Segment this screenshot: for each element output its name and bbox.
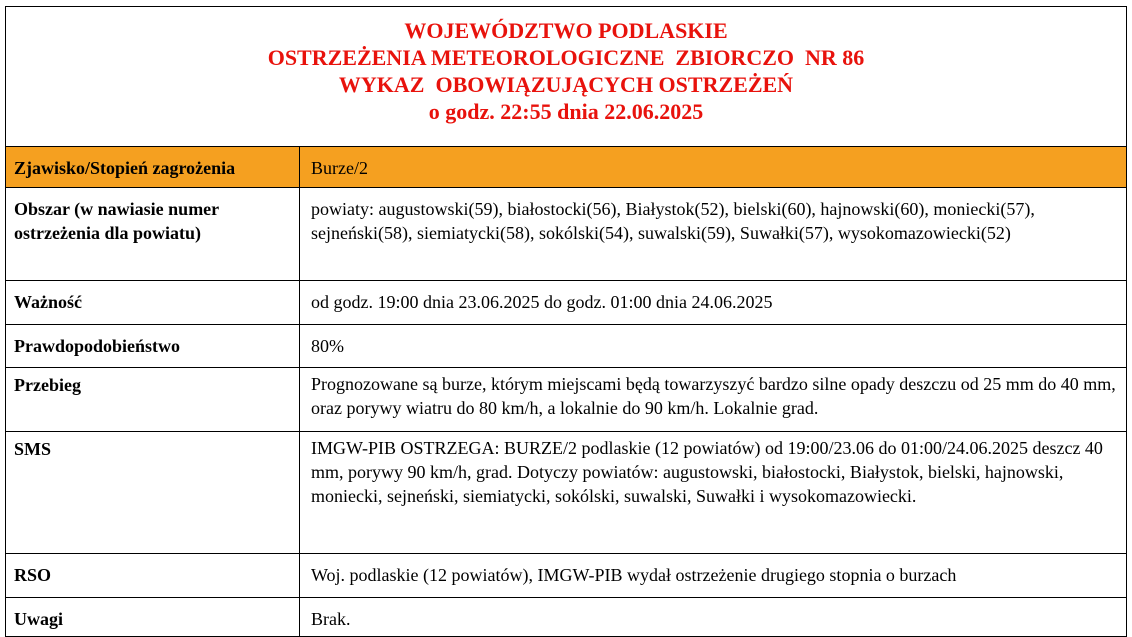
table-row-rso <box>6 554 1126 598</box>
area-label: Obszar (w nawiasie numer ostrzeżenia dla powiatu) <box>6 188 300 280</box>
table-row-course <box>6 368 1126 432</box>
course-value: Prognozowane są burze, którym miejscami będą towarzyszyć bardzo silne opady deszczu od 25 mm do 40 mm, oraz porywy wiatru do 80 km/h, a lokalnie do 90 km/h. Lokalnie grad. <box>311 374 1116 418</box>
header-warning-number: OSTRZEŻENIA METEOROLOGICZNE ZBIORCZO NR 86 <box>267 45 865 70</box>
header-list-title: WYKAZ OBOWIĄZUJĄCYCH OSTRZEŻEŃ <box>338 72 794 97</box>
table-row-probability <box>6 325 1126 368</box>
header-timestamp: o godz. 22:55 dnia 22.06.2025 <box>428 99 704 124</box>
validity-label: Ważność <box>6 281 300 324</box>
phenomenon-value: Burze/2 <box>311 158 368 178</box>
remarks-value: Brak. <box>311 609 351 629</box>
header-region-title: WOJEWÓDZTWO PODLASKIE <box>404 18 728 43</box>
probability-value: 80% <box>311 336 344 356</box>
phenomenon-label: Zjawisko/Stopień zagrożenia <box>6 147 300 187</box>
table-row-phenomenon <box>6 147 1126 188</box>
sms-value: IMGW-PIB OSTRZEGA: BURZE/2 podlaskie (12 powiatów) od 19:00/23.06 do 01:00/24.06.2025 deszcz 40 mm, porywy 90 km/h, grad. Dotyczy powiatów: augustowski, białostocki, Białystok, bielski, hajnowski, moniecki, sejneński, siemiatycki, sokólski, suwalski, Suwałki i wysokomazowiecki. <box>311 438 1103 506</box>
course-label: Przebieg <box>6 368 300 431</box>
rso-label: RSO <box>6 554 300 597</box>
area-value: powiaty: augustowski(59), białostocki(56), Białystok(52), bielski(60), hajnowski(60), moniecki(57), sejneński(58), siemiatycki(58), sokólski(54), suwalski(59), Suwałki(57), wysokomazowiecki(52) <box>311 199 1035 243</box>
remarks-label: Uwagi <box>6 598 300 636</box>
table-row-validity <box>6 281 1126 325</box>
validity-value: od godz. 19:00 dnia 23.06.2025 do godz. 01:00 dnia 24.06.2025 <box>311 292 773 312</box>
warning-document <box>5 6 1127 637</box>
table-row-sms <box>6 432 1126 554</box>
probability-label: Prawdopodobieństwo <box>6 325 300 367</box>
table-row-remarks <box>6 598 1126 636</box>
rso-value: Woj. podlaskie (12 powiatów), IMGW-PIB wydał ostrzeżenie drugiego stopnia o burzach <box>311 565 957 585</box>
sms-label: SMS <box>6 432 300 553</box>
document-header <box>6 7 1126 147</box>
table-row-area <box>6 188 1126 281</box>
